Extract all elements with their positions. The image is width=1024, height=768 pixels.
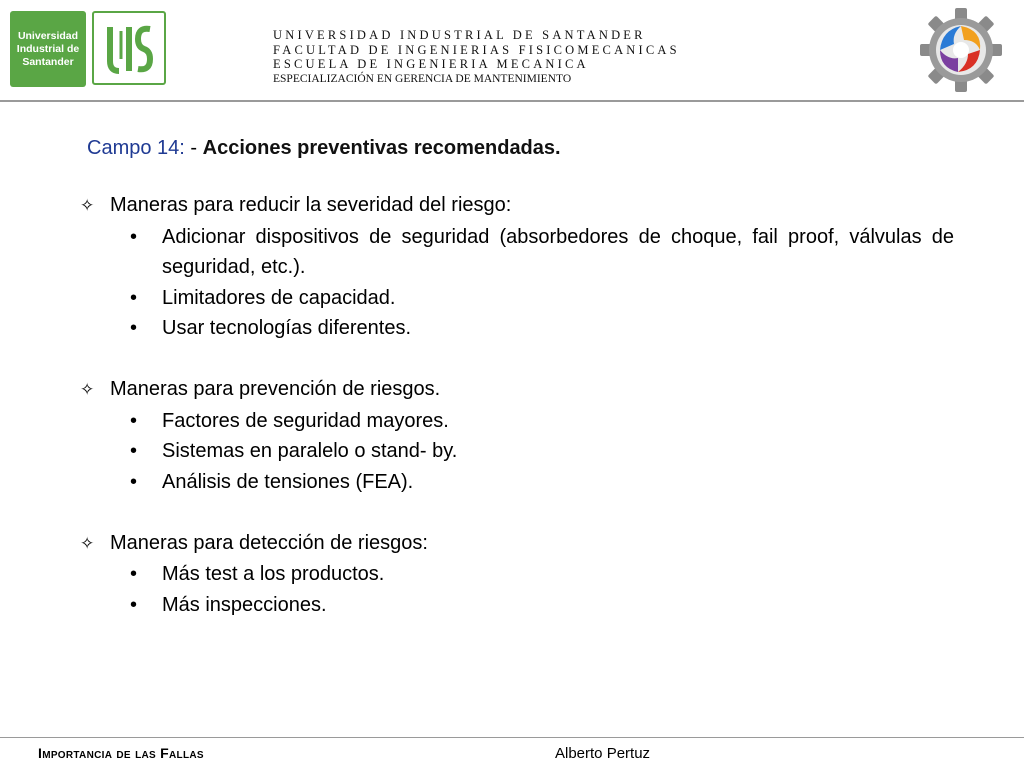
list-item: [130, 590, 954, 621]
list-item-text: Usar tecnologías diferentes.: [162, 317, 412, 339]
header-school: ESCUELA DE INGENIERIA MECANICA: [273, 57, 589, 71]
list-item: [130, 406, 954, 437]
section-heading: [80, 374, 954, 406]
bullet-icon: •: [130, 470, 138, 493]
list-item: [130, 467, 954, 498]
list-item-text: Sistemas en paralelo o stand- by.: [162, 440, 458, 462]
list-item: [130, 559, 954, 590]
list-item: [130, 283, 954, 314]
bullet-icon: •: [130, 593, 138, 616]
diamond-bullet-icon: ✧: [80, 380, 95, 399]
list-item-text: Análisis de tensiones (FEA).: [162, 470, 414, 493]
university-logo: [10, 11, 86, 87]
section-severity: [80, 190, 954, 344]
diamond-bullet-icon: ✧: [80, 533, 95, 553]
header-faculty: FACULTAD DE INGENIERIAS FISICOMECANICAS: [273, 42, 680, 57]
list-item-text: Adicionar dispositivos de seguridad (absorbedores de choque, fail proof, válvulas de seguridad, etc.).: [162, 225, 954, 278]
bullet-icon: •: [130, 225, 138, 248]
diamond-bullet-icon: ✧: [80, 196, 95, 215]
section-heading: [80, 528, 954, 560]
list-item-text: Más inspecciones.: [162, 593, 327, 616]
footer-divider: [0, 737, 1024, 738]
section-detection: [80, 528, 954, 621]
footer-author: Alberto Pertuz: [555, 745, 651, 762]
section-heading-text: Maneras para reducir la severidad del riesgo:: [110, 194, 512, 216]
institution-header: [273, 28, 680, 86]
footer-topic: Importancia de las Fallas: [38, 745, 204, 761]
section-heading: [80, 190, 954, 222]
list-item-text: Limitadores de capacidad.: [162, 286, 396, 309]
slide-title: [87, 136, 561, 160]
section-heading-text: Maneras para detección de riesgos:: [110, 531, 428, 554]
list-item: [130, 222, 954, 283]
list-item-text: Más test a los productos.: [162, 563, 385, 585]
list-item: [130, 313, 954, 344]
list-item-text: Factores de seguridad mayores.: [162, 409, 449, 432]
section-heading-text: Maneras para prevención de riesgos.: [110, 378, 441, 400]
bullet-icon: •: [130, 317, 138, 339]
title-label: Campo 14:: [87, 137, 185, 159]
bullet-icon: •: [130, 409, 138, 432]
gear-logo-icon: [918, 4, 1004, 96]
logo-text-line: Universidad: [17, 29, 79, 42]
slide-content: [80, 190, 954, 651]
header-university: UNIVERSIDAD INDUSTRIAL DE SANTANDER: [273, 28, 646, 42]
bullet-icon: •: [130, 286, 138, 309]
section-prevention: [80, 374, 954, 497]
uis-monogram-logo: [92, 11, 166, 85]
bullet-icon: •: [130, 440, 138, 462]
logo-text-line: Industrial de: [16, 42, 80, 55]
title-dash: -: [190, 137, 198, 159]
list-item: [130, 436, 954, 467]
title-text: Acciones preventivas recomendadas.: [202, 137, 561, 159]
header-divider: [0, 100, 1024, 102]
bullet-icon: •: [130, 563, 138, 585]
logo-text-line: Santander: [22, 55, 74, 68]
header-specialization: ESPECIALIZACIÓN EN GERENCIA DE MANTENIMIENTO: [273, 72, 572, 85]
